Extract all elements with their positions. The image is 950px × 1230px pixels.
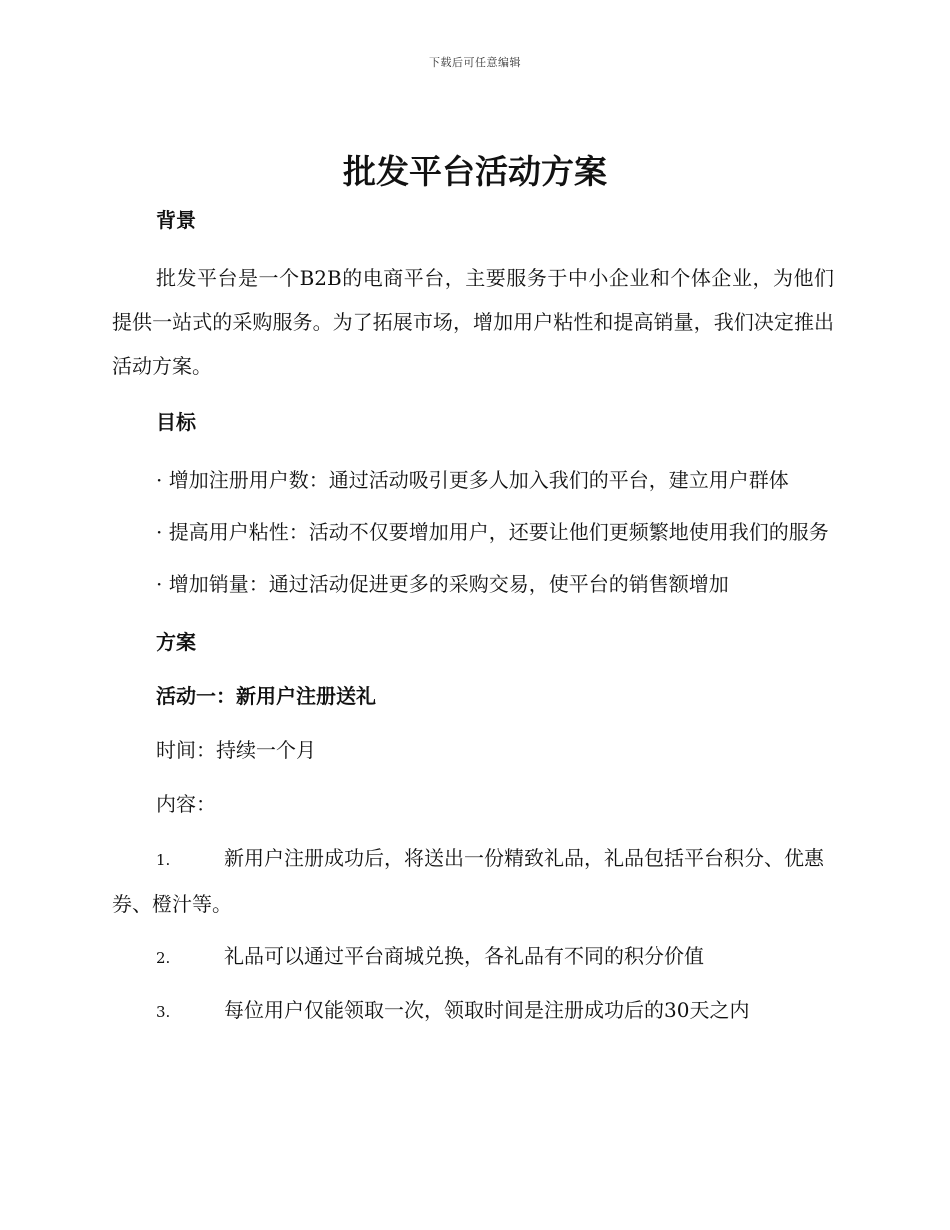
activity-1-item-1: [112, 836, 834, 926]
list-number: 2.: [156, 949, 171, 967]
list-number: 1.: [156, 851, 171, 869]
section-heading-plan: 方案: [156, 630, 196, 654]
list-item-text: 新用户注册成功后，将送出一份精致礼品，礼品包括平台积分、优惠券、橙汁等。: [112, 846, 824, 916]
activity-1-time: 时间：持续一个月: [156, 738, 316, 762]
document-body: [112, 204, 834, 1034]
activity-1-item-2: [112, 934, 834, 980]
activity-1-content-label: 内容：: [156, 792, 216, 816]
goal-item-3: · 增加销量：通过活动促进更多的采购交易，使平台的销售额增加: [156, 572, 729, 596]
document-title: 批发平台活动方案: [343, 152, 607, 191]
header-note: 下载后可任意编辑: [429, 56, 521, 69]
section-heading-goals: 目标: [156, 410, 196, 434]
list-item-text: 礼品可以通过平台商城兑换，各礼品有不同的积分价值: [224, 944, 704, 968]
background-paragraph: 批发平台是一个B2B的电商平台，主要服务于中小企业和个体企业，为他们提供一站式的采购服务。为了拓展市场，增加用户粘性和提高销量，我们决定推出活动方案。: [112, 266, 834, 378]
list-number: 3.: [156, 1003, 171, 1021]
list-item-text: 每位用户仅能领取一次，领取时间是注册成功后的30天之内: [224, 998, 750, 1022]
section-heading-background: 背景: [156, 208, 196, 232]
goal-item-1: · 增加注册用户数：通过活动吸引更多人加入我们的平台，建立用户群体: [156, 468, 789, 492]
activity-1-heading: 活动一：新用户注册送礼: [156, 684, 376, 708]
goal-item-2: · 提高用户粘性：活动不仅要增加用户，还要让他们更频繁地使用我们的服务: [156, 520, 829, 544]
activity-1-item-3: [112, 988, 834, 1034]
